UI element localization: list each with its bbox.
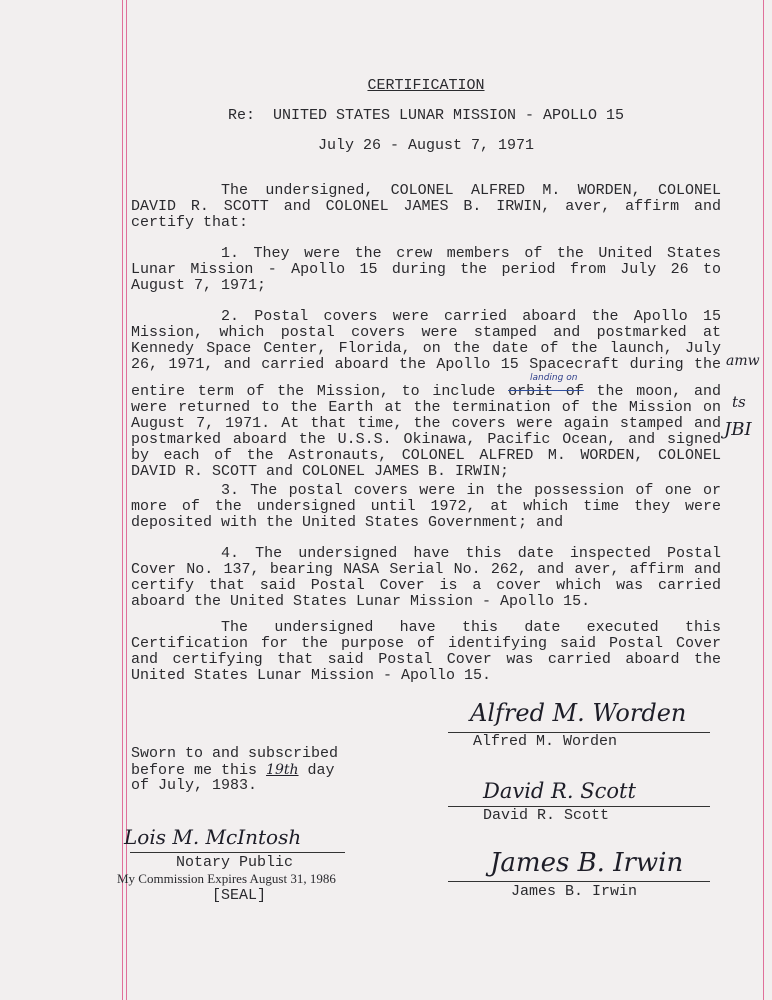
text-line: certify that: [131,214,249,231]
text-line: by each of the Astronauts, COLONEL ALFRED M. WORDEN, COLONEL [131,447,721,464]
text-line: United States Lunar Mission - Apollo 15. [131,667,492,684]
left-margin-line [122,0,123,1000]
notary-text: before me this 19th day [131,762,335,779]
margin-initials-jbi: JBI [724,419,752,440]
text-line: 1. They were the crew members of the United States [221,245,721,262]
signature-line [448,881,710,882]
text-line: and certifying that said Postal Cover was carried aboard the [131,651,721,668]
text-line: The undersigned have this date executed this [221,619,721,636]
text-line: entire term of the Mission, to include orbit of the moon, and [131,383,721,400]
left-margin-line-2 [126,0,127,1000]
text-line: The undersigned, COLONEL ALFRED M. WORDEN, COLONEL [221,182,721,199]
notary-title: Notary Public [176,854,294,871]
signature-worden: Alfred M. Worden [470,699,687,727]
signer-name: Alfred M. Worden [473,733,618,750]
text-line: Lunar Mission - Apollo 15 during the period from July 26 to [131,261,721,278]
text-line: DAVID R. SCOTT and COLONEL JAMES B. IRWIN, aver, affirm and [131,198,721,215]
text-line: Cover No. 137, bearing NASA Serial No. 262, and aver, affirm and [131,561,721,578]
signer-name: James B. Irwin [511,883,638,900]
re-line: Re: UNITED STATES LUNAR MISSION - APOLLO 15 [227,107,625,124]
notary-text: of July, 1983. [131,777,258,794]
text-line: 3. The postal covers were in the possession of one or [221,482,721,499]
text-line: Kennedy Space Center, Florida, on the date of the launch, July [131,340,721,357]
text-line: August 7, 1971. At that time, the covers were again stamped and [131,415,721,432]
text-line: Certification for the purpose of identifying said Postal Cover [131,635,721,652]
handwritten-day: 19th [266,762,299,778]
margin-initials-ts: ts [732,393,746,411]
notary-commission: My Commission Expires August 31, 1986 [117,871,336,886]
text-line: August 7, 1971; [131,277,267,294]
signature-irwin: James B. Irwin [490,848,684,878]
handwritten-insertion: landing on [530,373,578,383]
signature-scott: David R. Scott [483,779,636,803]
text-line: certify that said Postal Cover is a cover which was carried [131,577,721,594]
text-line: 2. Postal covers were carried aboard the Apollo 15 [221,308,721,325]
document-title: CERTIFICATION [367,77,485,94]
text-line: 26, 1971, and carried aboard the Apollo 15 Spacecraft during the [131,356,721,373]
notary-signature: Lois M. McIntosh [124,825,302,849]
right-margin-line [763,0,764,1000]
signer-name: David R. Scott [483,807,610,824]
text-line: were returned to the Earth at the termination of the Mission on [131,399,721,416]
text-line: 4. The undersigned have this date inspected Postal [221,545,721,562]
text-line: postmarked aboard the U.S.S. Okinawa, Pacific Ocean, and signed [131,431,721,448]
signature-line [130,852,345,853]
mission-dates: July 26 - August 7, 1971 [317,137,535,154]
text-line: Mission, which postal covers were stamped and postmarked at [131,324,721,341]
struck-text: orbit of [508,383,584,400]
notary-seal: [SEAL] [212,887,267,904]
margin-initials-amw: amw [726,353,760,369]
text-line: DAVID R. SCOTT and COLONEL JAMES B. IRWIN; [131,463,510,480]
text-line: deposited with the United States Government; and [131,514,564,531]
text-line: aboard the United States Lunar Mission - Apollo 15. [131,593,591,610]
notary-text: Sworn to and subscribed [131,745,339,762]
text-line: more of the undersigned until 1972, at which time they were [131,498,721,515]
